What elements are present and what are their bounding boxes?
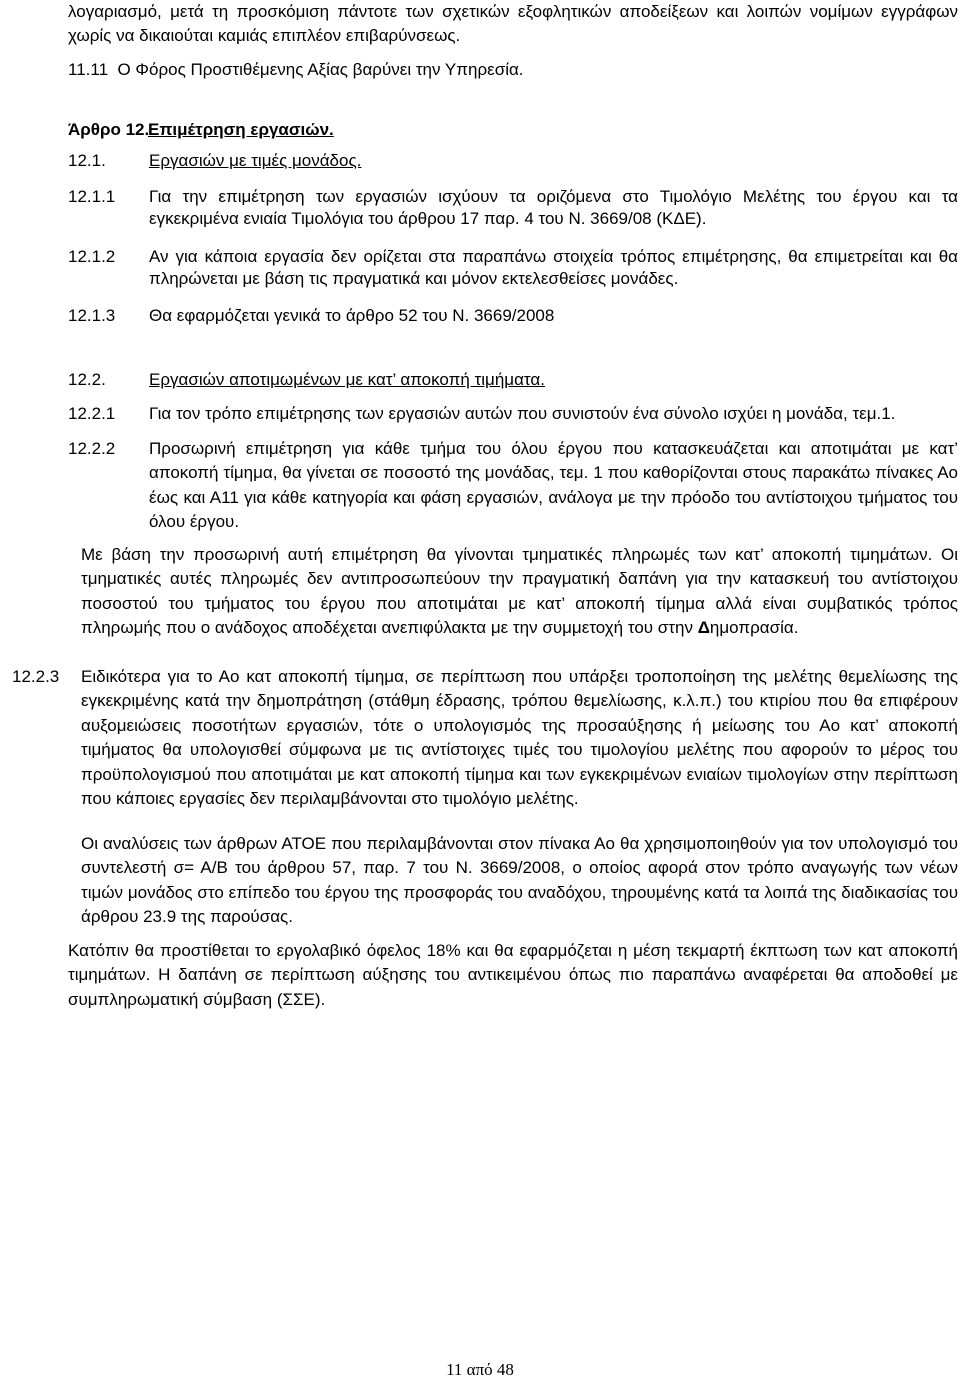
section-title: Εργασιών αποτιμωμένων με κατ’ αποκοπή τιμήματα. [149, 370, 545, 389]
section-number: 11.11 [68, 60, 109, 79]
paragraph-11-11 [68, 59, 524, 81]
section-number: 12.2.1 [68, 404, 116, 423]
section-text: Ειδικότερα για το Αο κατ αποκοπή τίμημα, σε περίπτωση που υπάρξει τροποποίηση της μελέτης θεμελίωσης της εγκεκριμένης κατά την δημοπράτηση (στάθμη έδρασης, τρόπου θεμελίωσης, κ.λ.π.) του κτιρίου που θα επιφέρουν αυξομειώσεις ποσοτήτων εργασιών, τότε ο υπολογισμός της προσαύξησης ή μείωσης του Αο κατ’ αποκοπή τιμήματος θα υπολογισθεί σύμφωνα με τις αντίστοιχες τιμές του τιμολογίου μελέτης που αφορούν το μέρος του προϋπολογισμού που αποτιμάται με κατ αποκοπή τίμημα και των εγκεκριμένων ενιαίων τιμολογίων στην περίπτωση που κάποιες εργασίες δεν περιλαμβάνονται στο τιμολόγιο μελέτης. [81, 667, 958, 809]
article-heading [68, 119, 334, 141]
section-text: Αν για κάποια εργασία δεν ορίζεται στα παραπάνω στοιχεία τρόπος επιμέτρησης, θα επιμετρείται και θα πληρώνεται με βάση τις πραγματικά και μόνον εκτελεσθείσες μονάδες. [149, 247, 958, 288]
para-text: Με βάση την προσωρινή αυτή επιμέτρηση θα γίνονται τμηματικές πληρωμές των κατ’ αποκοπή τιμημάτων. Οι τμηματικές αυτές πληρωμές δεν αντιπροσωπεύουν την πραγματική δαπάνη για την κατασκευή του αντίστοιχου ποσοστού του τμήματος του έργου που αποτιμάται με κατ’ αποκοπή τίμημα αλλά είναι συμβατικός τρόπος πληρωμής που ο ανάδοχος αποδέχεται ανεπιφύλακτα με την συμμετοχή του στην [81, 545, 958, 638]
article-title: Επιμέτρηση εργασιών. [148, 120, 334, 139]
section-number: 12.1.3 [68, 306, 116, 325]
section-12-2-3-para2: Οι αναλύσεις των άρθρων ΑΤΟΕ που περιλαμβάνονται στον πίνακα Αο θα χρησιμοποιηθούν για τον υπολογισμό του συντελεστή σ= Α/Β του άρθρου 57, παρ. 7 του Ν. 3669/2008, ο οποίος αφορά στον τρόπο αναγωγής των νέων τιμών μονάδος στο επίπεδο του έργου της προσφοράς του αναδόχου, τηρουμένης κατά τα λοιπά της διαδικασίας του άρθρου 23.9 της παρούσας. [81, 834, 958, 927]
section-number: 12.2.3 [12, 667, 60, 686]
section-text: Ο Φόρος Προστιθέμενης Αξίας βαρύνει την Υπηρεσία. [117, 60, 524, 79]
closing-paragraph: Κατόπιν θα προστίθεται το εργολαβικό όφελος 18% και θα εφαρμόζεται η μέση τεκμαρτή έκπτωση των κατ αποκοπή τιμημάτων. Η δαπάνη σε περίπτωση αύξησης του αντικειμένου όπως πιο παραπάνω αναφέρεται θα αποδοθεί με συμπληρωματική σύμβαση (ΣΣΕ). [68, 941, 958, 1009]
section-12-1-2 [68, 246, 958, 290]
section-number: 12.1. [68, 151, 106, 170]
section-number: 12.2. [68, 370, 106, 389]
section-number: 12.1.1 [68, 187, 116, 206]
section-12-1 [68, 150, 958, 172]
intro-paragraph: λογαριασμό, μετά τη προσκόμιση πάντοτε των σχετικών εξοφλητικών αποδείξεων και λοιπών νομίμων εγγράφων χωρίς να δικαιούται καμιάς επιπλέον επιβαρύνσεως. [68, 2, 958, 46]
section-text: Προσωρινή επιμέτρηση για κάθε τμήμα του όλου έργου που κατασκευάζεται και αποτιμάται με κατ’ αποκοπή τίμημα, θα γίνεται σε ποσοστό της μονάδας, τεμ. 1 που καθορίζονται στους παρακάτω πίνακες Αο έως και Α11 για κάθε κατηγορία και φάση εργασιών, ανάλογα με την πρόοδο του αντίστοιχου τμήματος του όλου έργου. [149, 439, 958, 532]
article-label: Άρθρο 12. [68, 120, 150, 139]
section-12-2-2-para2 [81, 543, 958, 641]
section-text: Για την επιμέτρηση των εργασιών ισχύουν τα οριζόμενα στο Τιμολόγιο Μελέτης του έργου και τα εγκεκριμένα ενιαία Τιμολόγια του άρθρου 17 παρ. 4 του Ν. 3669/08 (ΚΔΕ). [149, 187, 958, 228]
section-12-1-1 [68, 186, 958, 230]
section-number: 12.1.2 [68, 247, 116, 266]
section-title: Εργασιών με τιμές μονάδος. [149, 151, 362, 170]
section-number: 12.2.2 [68, 439, 116, 458]
para-text-end: ημοπρασία. [709, 618, 799, 638]
section-text: Για τον τρόπο επιμέτρησης των εργασιών αυτών που συνιστούν ένα σύνολο ισχύει η μονάδα, τεμ.1. [149, 404, 896, 423]
page-number: 11 από 48 [446, 1360, 514, 1379]
section-text: Θα εφαρμόζεται γενικά το άρθρο 52 του Ν. 3669/2008 [149, 306, 555, 325]
para-bold-letter: Δ [697, 618, 710, 638]
